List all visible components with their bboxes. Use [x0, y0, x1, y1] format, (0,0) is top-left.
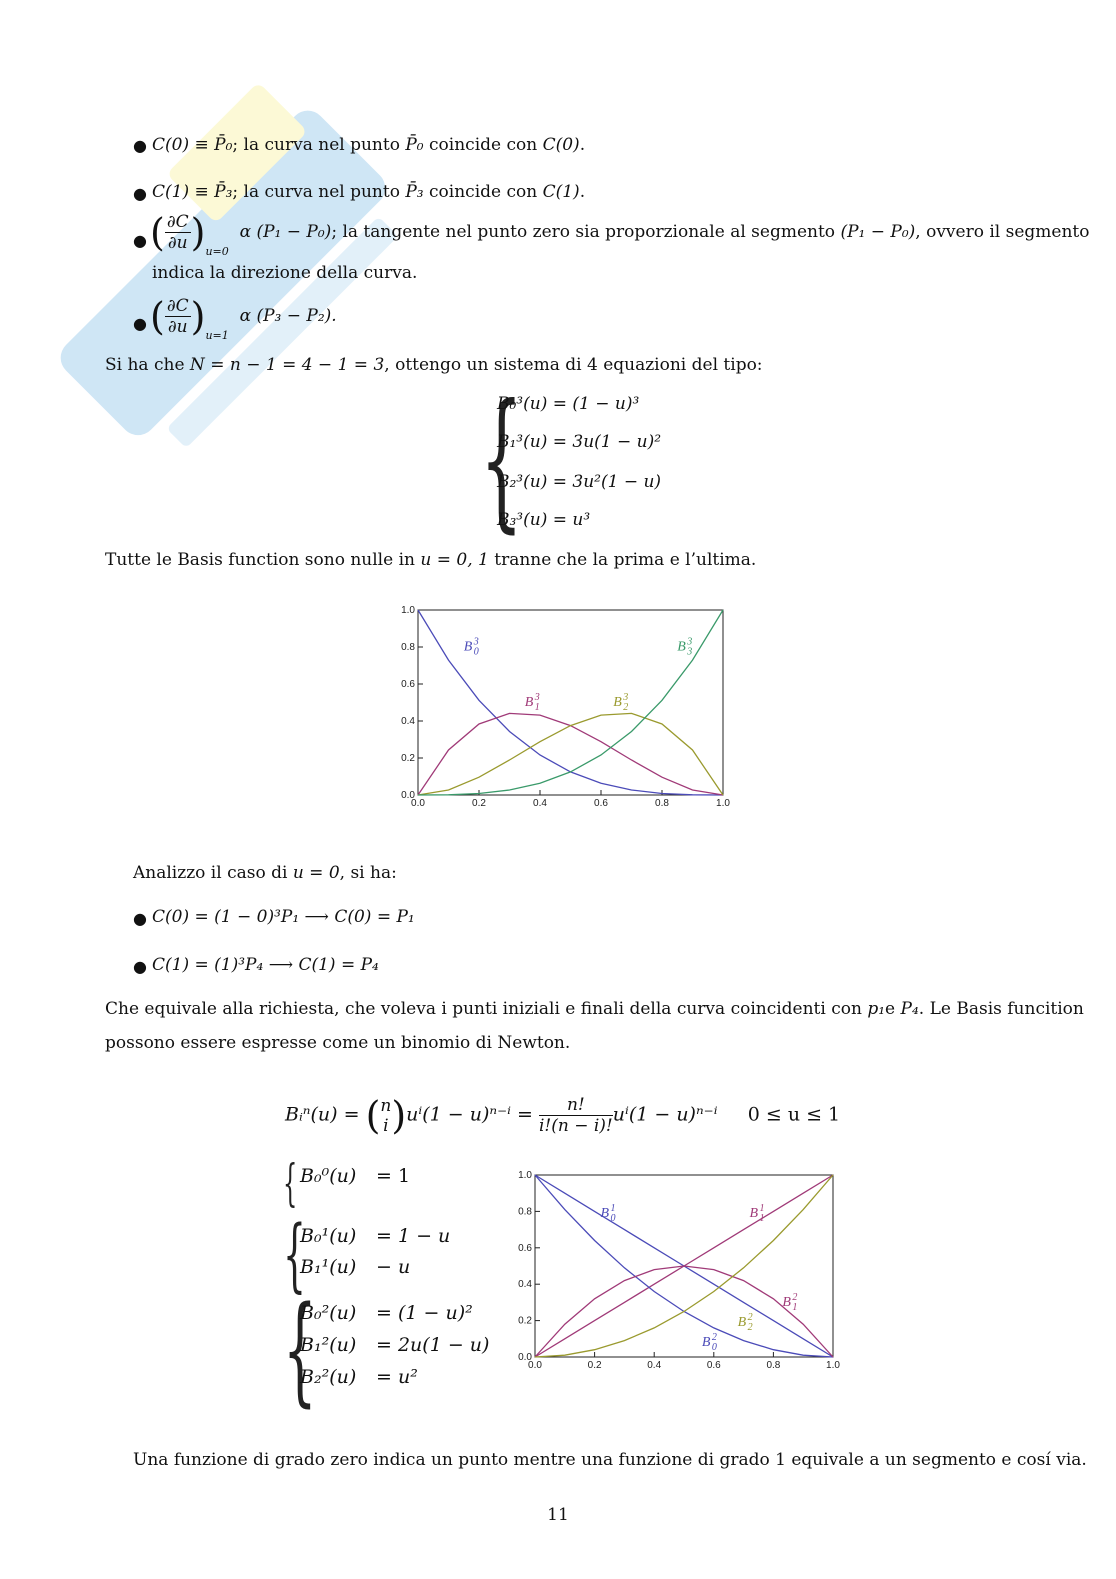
y-tick-label: 0.4 — [518, 1279, 532, 1291]
series-label: B — [749, 1205, 759, 1221]
series-label-sub: 0 — [473, 646, 479, 658]
series-label-sup: 2 — [792, 1292, 798, 1304]
series-label-sup: 3 — [623, 692, 629, 704]
series-label-sub: 1 — [759, 1212, 765, 1224]
system-brace: { — [283, 1280, 317, 1418]
page-number: 11 — [547, 1505, 569, 1525]
y-tick-label: 0.8 — [518, 1206, 532, 1218]
x-tick-label: 0.8 — [655, 798, 669, 809]
series-label-sup: 3 — [473, 636, 479, 648]
bullet-marker: ● — [133, 184, 147, 203]
x-tick-label: 0.6 — [706, 1360, 721, 1371]
system-equation: B₂³(u) = 3u²(1 − u) — [497, 472, 662, 492]
bullet-marker: ● — [133, 231, 147, 250]
y-tick-label: 0.6 — [518, 1242, 532, 1254]
x-tick-label: 0.4 — [647, 1360, 662, 1371]
paragraph-5: Una funzione di grado zero indica un punto mentre una funzione di grado 1 equivale a un segmento e cosí via. — [133, 1450, 1087, 1470]
system-equation: B₂²(u) — [300, 1366, 357, 1388]
bullet-marker: ● — [133, 909, 147, 928]
series-label: B — [600, 1205, 610, 1221]
x-tick-label: 1.0 — [716, 798, 730, 809]
paragraph-4-line-2: possono essere espresse come un binomio di Newton. — [105, 1033, 571, 1053]
y-tick-label: 1.0 — [518, 1170, 532, 1181]
bullet-item: C(0) ≡ P̄₀; la curva nel punto P̄₀ coincide con C(0). — [152, 135, 586, 155]
system-equation-rhs: − u — [376, 1256, 411, 1278]
series-label-sub: 1 — [792, 1302, 798, 1314]
y-tick-label: 0.0 — [518, 1352, 532, 1363]
y-tick-label: 0.4 — [401, 716, 415, 727]
series-label-sup: 2 — [711, 1332, 717, 1344]
paragraph-2: Tutte le Basis function sono nulle in u = 0, 1 tranne che la prima e l’ultima. — [105, 550, 757, 570]
system-equation-rhs: = 1 − u — [376, 1225, 451, 1247]
system-equation: B₁³(u) = 3u(1 − u)² — [497, 432, 662, 452]
y-tick-label: 1.0 — [401, 605, 415, 616]
series-line — [418, 610, 723, 795]
series-label-sub: 2 — [623, 702, 629, 714]
series-label-sup: 2 — [747, 1312, 753, 1324]
series-label-sub: 2 — [747, 1322, 753, 1334]
y-tick-label: 0.8 — [401, 642, 415, 653]
y-tick-label: 0.0 — [401, 790, 415, 801]
series-label-sub: 0 — [711, 1342, 717, 1354]
series-label-sub: 1 — [534, 702, 540, 714]
bernstein-deg1-deg2-chart — [505, 1167, 845, 1379]
x-tick-label: 0.8 — [766, 1360, 781, 1371]
bullet-item: C(1) = (1)³P₄ ⟶ C(1) = P₄ — [152, 955, 379, 975]
system-equation: B₁²(u) — [300, 1334, 357, 1356]
series-line — [418, 610, 723, 795]
series-label-sub: 3 — [687, 646, 693, 658]
binomial-formula: Bᵢⁿ(u) = ( n i )uⁱ(1 − u)ⁿ⁻ⁱ = $\frac{n!}{i!(n - i)!}$ uⁱ(1 − u)ⁿ⁻ⁱ 0 ≤ u ≤ 1 — [285, 1093, 841, 1138]
system-equation: B₃³(u) = u³ — [497, 510, 591, 530]
x-tick-label: 0.2 — [587, 1360, 602, 1371]
series-label: B — [677, 639, 686, 655]
system-brace: { — [283, 1208, 306, 1301]
series-line — [418, 713, 723, 795]
series-label-sup: 1 — [759, 1202, 765, 1214]
plot-frame — [418, 610, 723, 795]
series-label-sup: 3 — [534, 692, 540, 704]
x-tick-label: 0.0 — [528, 1360, 542, 1371]
x-tick-label: 0.4 — [533, 798, 547, 809]
paragraph-4-line-1: Che equivale alla richiesta, che voleva i punti iniziali e finali della curva coincidenti con p₁e P₄. Le Basis funcition — [105, 999, 1084, 1019]
bullet-marker: ● — [133, 136, 147, 155]
x-tick-label: 0.6 — [594, 798, 608, 809]
derivative-bullet-1-continuation: indica la direzione della curva. — [152, 263, 418, 283]
system-equation: B₁¹(u) — [300, 1256, 357, 1278]
x-tick-label: 0.0 — [411, 798, 425, 809]
system-brace: { — [283, 1154, 298, 1212]
bullet-marker: ● — [133, 957, 147, 976]
derivative-bullet-1: ( $\frac{\partial C}{\partial u}$ )$_{u=0}$ α (P₁ − P₀); la tangente nel punto zero sia proporzionale al segmento (P₁ − P₀), ovvero il segmento — [150, 210, 1090, 259]
series-label: B — [524, 695, 534, 711]
cubic-bernstein-chart — [380, 600, 740, 815]
system-brace: { — [480, 373, 523, 547]
series-label: B — [463, 639, 473, 655]
system-equation: B₀⁰(u) — [300, 1165, 357, 1187]
series-label: B — [701, 1335, 711, 1351]
y-tick-label: 0.6 — [401, 679, 415, 690]
system-equation-rhs: = u² — [376, 1366, 418, 1388]
bullet-item: C(1) ≡ P̄₃; la curva nel punto P̄₃ coincide con C(1). — [152, 182, 586, 202]
system-equation-rhs: = 1 — [376, 1165, 411, 1187]
system-equation-rhs: = (1 − u)² — [376, 1302, 473, 1324]
series-label-sub: 0 — [610, 1212, 616, 1224]
x-tick-label: 0.2 — [472, 798, 486, 809]
series-label: B — [782, 1295, 791, 1311]
y-tick-label: 0.2 — [518, 1315, 532, 1327]
system-equation-rhs: = 2u(1 − u) — [376, 1334, 490, 1356]
series-label: B — [737, 1315, 747, 1331]
paragraph-3: Analizzo il caso di u = 0, si ha: — [133, 863, 397, 883]
bullet-marker: ● — [133, 314, 147, 333]
x-tick-label: 1.0 — [826, 1360, 840, 1371]
system-equation: B₀¹(u) — [300, 1225, 357, 1247]
system-equation: B₀²(u) — [300, 1302, 357, 1324]
derivative-bullet-2: ( $\frac{\partial C}{\partial u}$ )$_{u=1}$ α (P₃ − P₂). — [150, 294, 337, 343]
y-tick-label: 0.2 — [401, 753, 415, 764]
series-label-sup: 3 — [687, 636, 693, 648]
bullet-item: C(0) = (1 − 0)³P₁ ⟶ C(0) = P₁ — [152, 907, 415, 927]
series-label: B — [613, 695, 622, 711]
paragraph-1: Si ha che N = n − 1 = 4 − 1 = 3, ottengo un sistema di 4 equazioni del tipo: — [105, 355, 763, 375]
series-label-sup: 1 — [610, 1202, 616, 1214]
system-equation: B₀³(u) = (1 − u)³ — [497, 394, 640, 414]
